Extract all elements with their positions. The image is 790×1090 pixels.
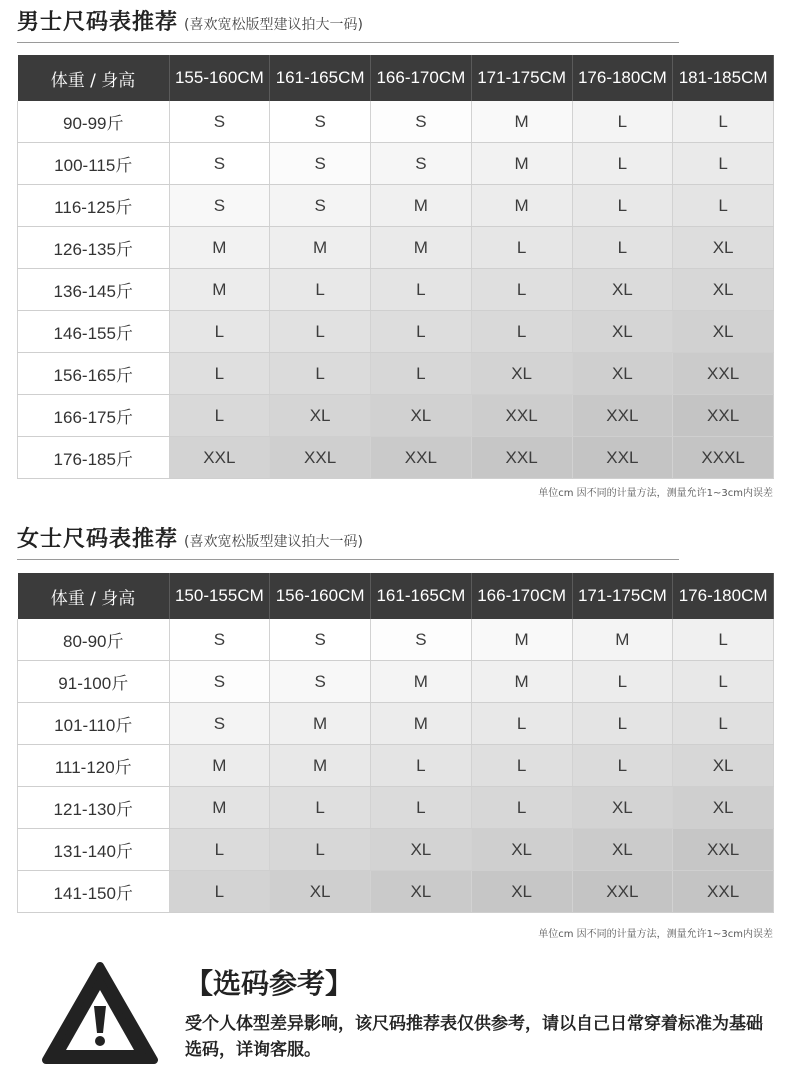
men-size-cell: S <box>371 143 472 185</box>
men-title-divider <box>17 42 679 43</box>
men-section-title: 男士尺码表推荐 <box>17 10 179 35</box>
men-size-cell: S <box>270 101 371 143</box>
men-size-cell: L <box>169 353 270 395</box>
women-size-cell: XL <box>371 829 472 871</box>
women-measurement-note: 单位cm 因不同的计量方法，测量允许1~3cm内误差 <box>538 929 773 940</box>
men-size-cell: S <box>371 101 472 143</box>
women-size-cell: XL <box>471 829 572 871</box>
women-table-row <box>18 661 774 703</box>
men-size-cell: L <box>471 227 572 269</box>
women-size-cell: L <box>270 787 371 829</box>
men-weight-cell: 156-165斤 <box>18 353 170 395</box>
men-table-row <box>18 437 774 479</box>
women-size-cell: L <box>673 661 774 703</box>
men-size-cell: XL <box>471 353 572 395</box>
men-size-cell: L <box>673 185 774 227</box>
women-corner-header: 体重 / 身高 <box>18 573 170 619</box>
women-weight-cell: 131-140斤 <box>18 829 170 871</box>
women-height-header: 156-160CM <box>270 573 371 619</box>
men-size-cell: L <box>572 227 673 269</box>
women-size-cell: L <box>169 829 270 871</box>
women-size-cell: XL <box>471 871 572 913</box>
men-size-cell: L <box>270 269 371 311</box>
men-size-cell: L <box>673 101 774 143</box>
men-size-cell: XXL <box>371 437 472 479</box>
men-size-cell: XXL <box>169 437 270 479</box>
women-weight-cell: 101-110斤 <box>18 703 170 745</box>
men-size-cell: XXL <box>673 353 774 395</box>
men-size-cell: M <box>471 185 572 227</box>
women-table-row <box>18 619 774 661</box>
men-size-cell: L <box>471 269 572 311</box>
women-size-cell: XL <box>371 871 472 913</box>
men-size-cell: L <box>270 353 371 395</box>
men-size-cell: L <box>572 185 673 227</box>
women-weight-cell: 141-150斤 <box>18 871 170 913</box>
men-height-header: 166-170CM <box>371 55 472 101</box>
warning-triangle-icon <box>40 958 160 1068</box>
women-size-cell: S <box>169 661 270 703</box>
women-size-cell: L <box>572 703 673 745</box>
men-height-header: 181-185CM <box>673 55 774 101</box>
women-size-cell: XL <box>270 871 371 913</box>
men-table-row <box>18 143 774 185</box>
women-size-cell: L <box>572 745 673 787</box>
men-size-cell: S <box>270 185 371 227</box>
women-size-cell: M <box>471 661 572 703</box>
men-weight-cell: 136-145斤 <box>18 269 170 311</box>
men-weight-cell: 166-175斤 <box>18 395 170 437</box>
men-size-cell: M <box>371 185 472 227</box>
men-size-cell: XL <box>572 311 673 353</box>
men-table-row <box>18 311 774 353</box>
tip-title: 【选码参考】 <box>185 967 354 1000</box>
women-size-cell: M <box>572 619 673 661</box>
women-table-row <box>18 871 774 913</box>
women-size-cell: L <box>471 787 572 829</box>
men-weight-cell: 126-135斤 <box>18 227 170 269</box>
men-size-table <box>17 55 774 479</box>
women-table-row <box>18 829 774 871</box>
women-size-cell: M <box>169 787 270 829</box>
men-size-cell: S <box>169 185 270 227</box>
men-size-cell: L <box>371 311 472 353</box>
men-table-header-row <box>18 55 774 101</box>
men-size-cell: XL <box>673 227 774 269</box>
men-size-cell: L <box>673 143 774 185</box>
men-size-cell: XL <box>270 395 371 437</box>
women-size-cell: XL <box>572 787 673 829</box>
women-size-cell: S <box>371 619 472 661</box>
men-weight-cell: 176-185斤 <box>18 437 170 479</box>
men-size-cell: M <box>371 227 472 269</box>
women-section-header <box>17 522 363 553</box>
women-weight-cell: 111-120斤 <box>18 745 170 787</box>
women-size-cell: L <box>673 703 774 745</box>
men-weight-cell: 90-99斤 <box>18 101 170 143</box>
women-size-cell: L <box>270 829 371 871</box>
men-size-cell: XXL <box>673 395 774 437</box>
men-weight-cell: 116-125斤 <box>18 185 170 227</box>
women-size-cell: L <box>673 619 774 661</box>
men-size-cell: XXL <box>572 395 673 437</box>
women-size-cell: XXL <box>572 871 673 913</box>
women-weight-cell: 80-90斤 <box>18 619 170 661</box>
women-size-cell: XL <box>673 787 774 829</box>
men-size-cell: L <box>371 269 472 311</box>
men-measurement-note: 单位cm 因不同的计量方法，测量允许1~3cm内误差 <box>538 488 773 499</box>
women-size-cell: M <box>169 745 270 787</box>
men-size-cell: L <box>270 311 371 353</box>
men-size-cell: L <box>371 353 472 395</box>
women-title-divider <box>17 559 679 560</box>
women-size-cell: L <box>572 661 673 703</box>
women-size-cell: XL <box>572 829 673 871</box>
women-table-row <box>18 787 774 829</box>
men-size-cell: S <box>270 143 371 185</box>
women-size-cell: L <box>169 871 270 913</box>
women-height-header: 171-175CM <box>572 573 673 619</box>
men-size-cell: XXXL <box>673 437 774 479</box>
men-height-header: 161-165CM <box>270 55 371 101</box>
men-size-cell: L <box>572 143 673 185</box>
women-section-subtitle: (喜欢宽松版型建议拍大一码) <box>184 534 363 550</box>
men-size-cell: XL <box>673 311 774 353</box>
women-size-cell: M <box>270 703 371 745</box>
women-size-cell: L <box>471 745 572 787</box>
men-size-cell: M <box>471 143 572 185</box>
men-height-header: 176-180CM <box>572 55 673 101</box>
men-size-cell: M <box>270 227 371 269</box>
men-table-row <box>18 227 774 269</box>
men-size-cell: XXL <box>270 437 371 479</box>
men-size-cell: M <box>169 227 270 269</box>
men-weight-cell: 100-115斤 <box>18 143 170 185</box>
women-size-cell: L <box>371 745 472 787</box>
women-weight-cell: 91-100斤 <box>18 661 170 703</box>
men-size-cell: L <box>169 311 270 353</box>
women-size-cell: S <box>169 619 270 661</box>
men-weight-cell: 146-155斤 <box>18 311 170 353</box>
men-table-row <box>18 269 774 311</box>
men-size-cell: XL <box>371 395 472 437</box>
women-height-header: 161-165CM <box>371 573 472 619</box>
women-height-header: 176-180CM <box>673 573 774 619</box>
women-size-cell: L <box>471 703 572 745</box>
women-size-cell: S <box>270 619 371 661</box>
men-size-cell: S <box>169 101 270 143</box>
men-size-cell: XXL <box>471 395 572 437</box>
women-size-cell: XXL <box>673 871 774 913</box>
men-table-row <box>18 101 774 143</box>
women-section-title: 女士尺码表推荐 <box>17 527 179 552</box>
men-size-cell: XXL <box>572 437 673 479</box>
men-size-cell: L <box>572 101 673 143</box>
men-size-cell: XXL <box>471 437 572 479</box>
men-corner-header: 体重 / 身高 <box>18 55 170 101</box>
men-size-cell: L <box>471 311 572 353</box>
men-size-cell: M <box>169 269 270 311</box>
women-size-cell: M <box>270 745 371 787</box>
women-size-table <box>17 573 774 913</box>
men-size-cell: M <box>471 101 572 143</box>
men-height-header: 171-175CM <box>471 55 572 101</box>
women-table-row <box>18 745 774 787</box>
men-size-cell: XL <box>673 269 774 311</box>
tip-body: 受个人体型差异影响，该尺码推荐表仅供参考，请以自己日常穿着标准为基础选码，详询客服。 <box>185 1014 763 1060</box>
women-size-cell: S <box>270 661 371 703</box>
men-table-row <box>18 185 774 227</box>
women-size-cell: M <box>371 703 472 745</box>
men-height-header: 155-160CM <box>169 55 270 101</box>
women-size-cell: XXL <box>673 829 774 871</box>
men-size-cell: L <box>169 395 270 437</box>
women-size-cell: XL <box>673 745 774 787</box>
women-size-cell: L <box>371 787 472 829</box>
men-section-subtitle: (喜欢宽松版型建议拍大一码) <box>184 17 363 33</box>
women-height-header: 150-155CM <box>169 573 270 619</box>
women-size-cell: M <box>471 619 572 661</box>
men-table-row <box>18 395 774 437</box>
men-size-cell: S <box>169 143 270 185</box>
women-table-row <box>18 703 774 745</box>
women-table-header-row <box>18 573 774 619</box>
men-section-header <box>17 5 363 36</box>
women-height-header: 166-170CM <box>471 573 572 619</box>
men-table-row <box>18 353 774 395</box>
men-size-cell: XL <box>572 353 673 395</box>
women-size-cell: M <box>371 661 472 703</box>
women-weight-cell: 121-130斤 <box>18 787 170 829</box>
women-size-cell: S <box>169 703 270 745</box>
men-size-cell: XL <box>572 269 673 311</box>
